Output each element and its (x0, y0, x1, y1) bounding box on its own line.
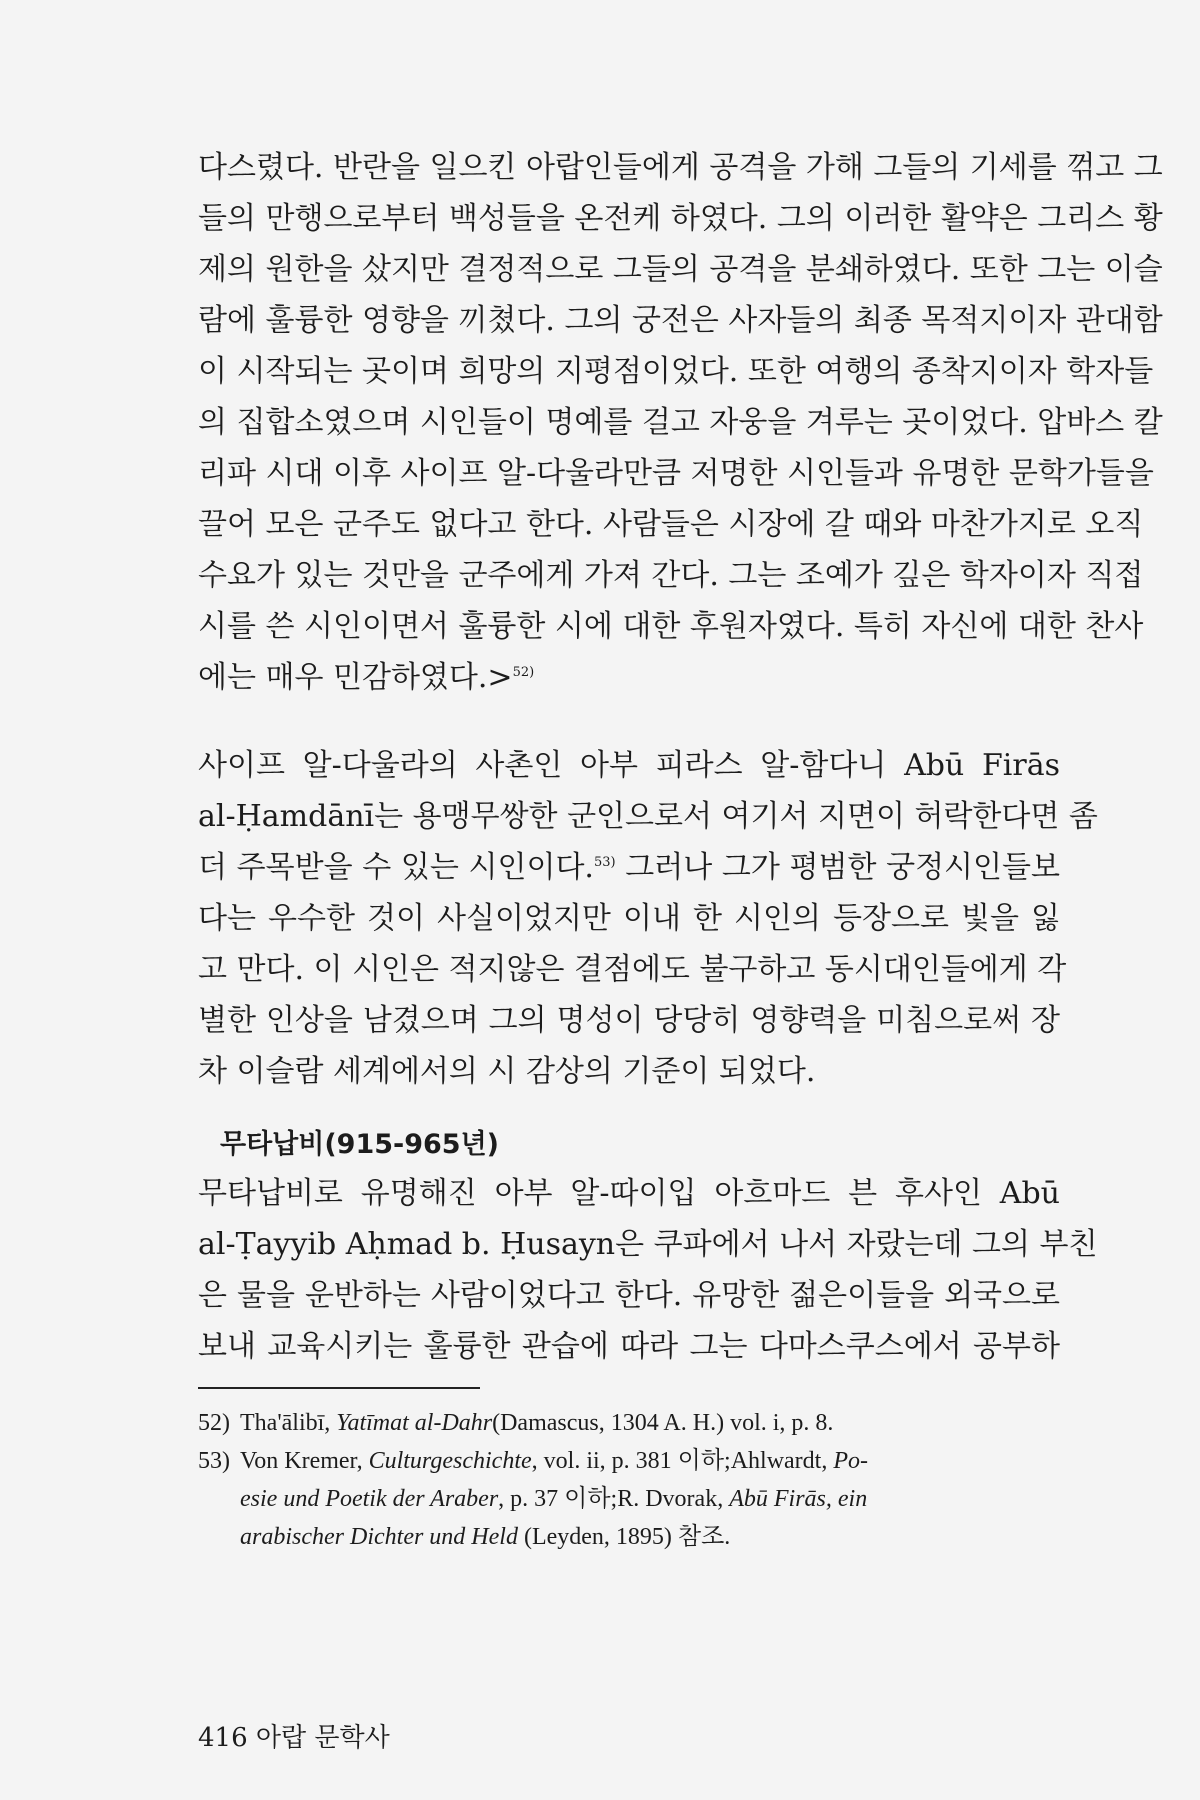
text-line: 람에 훌륭한 영향을 끼쳤다. 그의 궁전은 사자들의 최종 목적지이자 관대함 (198, 303, 1163, 338)
text-line: 이 시작되는 곳이며 희망의 지평점이었다. 또한 여행의 종착지이자 학자들 (198, 354, 1154, 389)
page-folio: 416 아랍 문학사 (198, 1723, 390, 1753)
paragraph-line: 차 이슬람 세계에서의 시 감상의 기준이 되었다. (198, 1054, 816, 1089)
footnote-53 (198, 1442, 1060, 1480)
paragraph-line (198, 846, 1060, 890)
footnote-53-cont (240, 1518, 1060, 1556)
paragraph-line: 고 만다. 이 시인은 적지않은 결점에도 불구하고 동시대인들에게 각 (198, 952, 1067, 987)
footnote-text: (Leyden, 1895) 참조. (517, 1524, 731, 1550)
footnote-title: Culturgeschichte (368, 1448, 532, 1474)
paragraph-line: 은 물을 운반하는 사람이었다고 한다. 유망한 젊은이들을 외국으로 (198, 1278, 1060, 1313)
section-subheading: 무타납비(915-965년) (220, 1129, 500, 1160)
text-fragment: 그러나 그가 평범한 궁정시인들보 (615, 850, 1060, 885)
text-fragment: 에는 매우 민감하였다.> (198, 660, 513, 695)
paragraph-line: al-Ḥamdānī는 용맹무쌍한 군인으로서 여기서 지면이 허락한다면 좀 (198, 799, 1098, 834)
footnote-text: (Damascus, 1304 A. H.) vol. i, p. 8. (492, 1410, 834, 1436)
text-line: 수요가 있는 것만을 군주에게 가져 간다. 그는 조예가 깊은 학자이자 직접 (198, 558, 1144, 593)
footnote-number: 53) (198, 1448, 230, 1474)
text-fragment: 더 주목받을 수 있는 시인이다. (198, 850, 594, 885)
text-line-last (198, 656, 1060, 700)
footnote-text: Von Kremer, (240, 1448, 369, 1474)
footnote-title: arabischer Dichter und Held (240, 1524, 518, 1550)
footnote-title: esie und Poetik der Araber (240, 1486, 499, 1512)
paragraph-line: 다는 우수한 것이 사실이었지만 이내 한 시인의 등장으로 빛을 잃 (198, 901, 1060, 936)
paragraph-line: 사이프 알-다울라의 사촌인 아부 피라스 알-함다니 Abū Firās (198, 748, 1060, 783)
paragraph-line: al-Ṭayyib Aḥmad b. Ḥusayn은 쿠파에서 나서 자랐는데 그의 부친 (198, 1227, 1098, 1262)
footnote-title: Po- (833, 1448, 868, 1474)
text-line: 리파 시대 이후 사이프 알-다울라만큼 저명한 시인들과 유명한 문학가들을 (198, 456, 1154, 491)
footnote-ref-52[interactable]: 52) (512, 665, 535, 680)
footnote-text: , p. 37 이하;R. Dvorak, (498, 1486, 730, 1512)
footnote-52 (198, 1404, 1060, 1442)
footnote-number: 52) (198, 1410, 230, 1436)
paragraph-line: 무타납비로 유명해진 아부 알-따이입 아흐마드 븐 후사인 Abū (198, 1176, 1060, 1211)
paragraph-line: 별한 인상을 남겼으며 그의 명성이 당당히 영향력을 미침으로써 장 (198, 1003, 1060, 1038)
footnote-rule (198, 1387, 480, 1389)
text-line: 제의 원한을 샀지만 결정적으로 그들의 공격을 분쇄하였다. 또한 그는 이슬 (198, 252, 1163, 287)
paragraph-line: 보내 교육시키는 훌륭한 관습에 따라 그는 다마스쿠스에서 공부하 (198, 1329, 1060, 1364)
text-line: 의 집합소였으며 시인들이 명예를 걸고 자웅을 겨루는 곳이었다. 압바스 칼 (198, 405, 1163, 440)
text-line: 시를 쓴 시인이면서 훌륭한 시에 대한 후원자였다. 특히 자신에 대한 찬사 (198, 609, 1144, 644)
text-line: 들의 만행으로부터 백성들을 온전케 하였다. 그의 이러한 활약은 그리스 황 (198, 201, 1163, 236)
text-line: 끌어 모은 군주도 없다고 한다. 사람들은 시장에 갈 때와 마찬가지로 오직 (198, 507, 1144, 542)
footnote-text: , vol. ii, p. 381 이하;Ahlwardt, (531, 1448, 834, 1474)
text-line: 다스렸다. 반란을 일으킨 아랍인들에게 공격을 가해 그들의 기세를 꺾고 그 (198, 150, 1163, 185)
footnote-ref-53[interactable]: 53) (593, 855, 616, 870)
footnote-text: Tha'ālibī, (240, 1410, 337, 1436)
footnote-title: Yatīmat al-Dahr (336, 1410, 493, 1436)
footnote-53-cont (240, 1480, 1060, 1518)
footnote-title: Abū Firās, ein (729, 1486, 868, 1512)
